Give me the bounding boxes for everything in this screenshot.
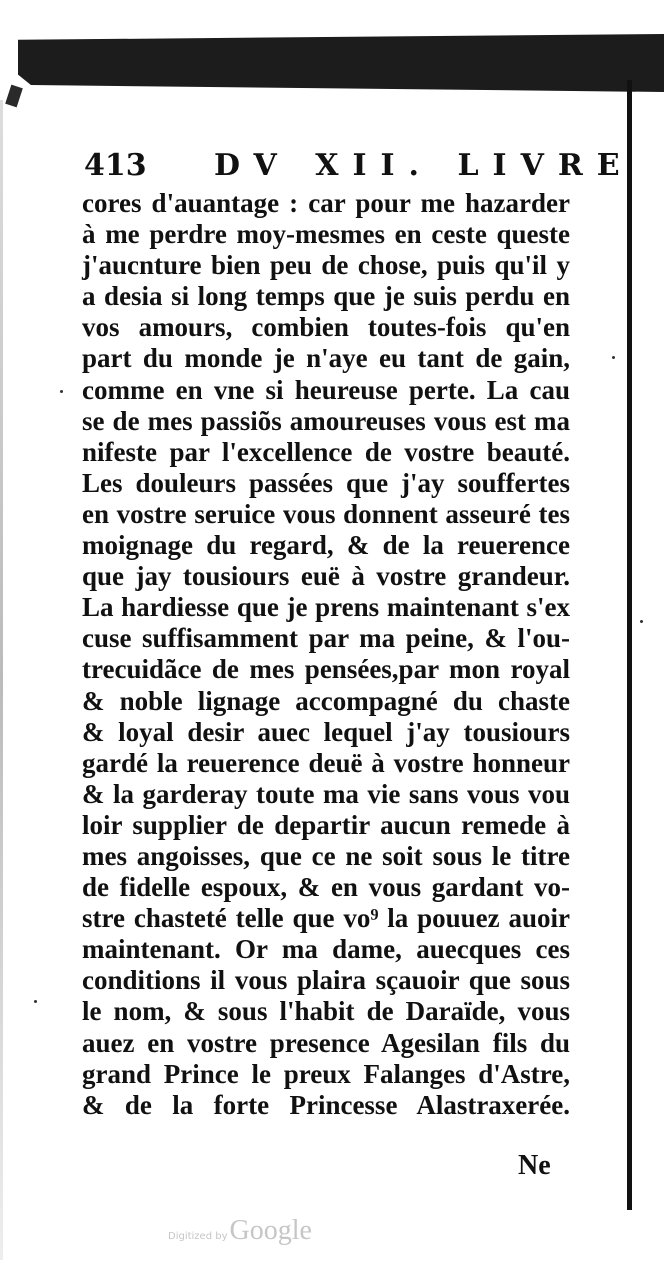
text-line: cores d'auantage : car pour me hazarder [82,188,570,218]
body-text [82,188,570,1121]
text-line: auez en vostre presence Agesilan fils du [82,1027,570,1058]
page-number: 413 [84,148,147,183]
watermark-prefix: Digitized by [168,1231,228,1242]
text-line: j'aucnture bien peu de chose, puis qu'il y [82,250,570,281]
text-line: & noble lignage accompagné du chaste [82,685,570,716]
text-line: grand Prince le preux Falanges d'Astre, [82,1058,570,1089]
text-line: & de la forte Princesse Alastraxerée. [82,1089,570,1120]
text-line: Les douleurs passées que j'ay souffertes [82,467,570,498]
scan-strip-fragment [5,85,23,108]
scan-dark-strip [18,34,664,92]
text-line: stre chasteté telle que vo⁹ la pouuez auoir [82,903,570,934]
text-line: conditions il vous plaira sçauoir que sous [82,965,570,996]
text-line: a desia si long temps que je suis perdu en [82,281,570,312]
text-line: en vostre seruice vous donnent asseuré tes [82,498,570,529]
text-line: trecuidãce de mes pensées,par mon royal [82,654,570,685]
text-line: de fidelle espoux, & en vous gardant vo- [82,872,570,903]
digitization-watermark [168,1215,368,1249]
text-line: gardé la reuerence deuë à vostre honneur [82,747,570,778]
page-header [84,146,634,186]
text-line: se de mes passiõs amoureuses vous est ma [82,405,570,436]
text-line: vos amours, combien toutes-fois qu'en [82,312,570,343]
text-line: part du monde je n'aye eu tant de gain, [82,343,570,374]
text-line: cuse suffisamment par ma peine, & l'ou- [82,623,570,654]
page-right-edge [627,80,632,1210]
text-line: loir supplier de departir aucun remede à [82,809,570,840]
page-left-edge [0,100,3,1260]
watermark-brand: Google [229,1215,312,1246]
catchword: Ne [518,1150,551,1181]
text-line: & loyal desir auec lequel j'ay tousiours [82,716,570,747]
text-line: & la garderay toute ma vie sans vous vou [82,778,570,809]
text-line: à me perdre moy-mesmes en ceste queste [82,219,570,250]
text-line: que jay tousiours euë à vostre grandeur. [82,561,570,592]
text-line: comme en vne si heureuse perte. La cau [82,374,570,405]
text-line: moignage du regard, & de la reuerence [82,530,570,561]
running-title: DV XII. LIVRE [214,148,634,183]
text-line: mes angoisses, que ce ne soit sous le titre [82,840,570,871]
text-line: nifeste par l'excellence de vostre beauté. [82,436,570,467]
text-line: le nom, & sous l'habit de Daraïde, vous [82,996,570,1027]
text-line: La hardiesse que je prens maintenant s'ex [82,592,570,623]
text-line: maintenant. Or ma dame, auecques ces [82,934,570,965]
